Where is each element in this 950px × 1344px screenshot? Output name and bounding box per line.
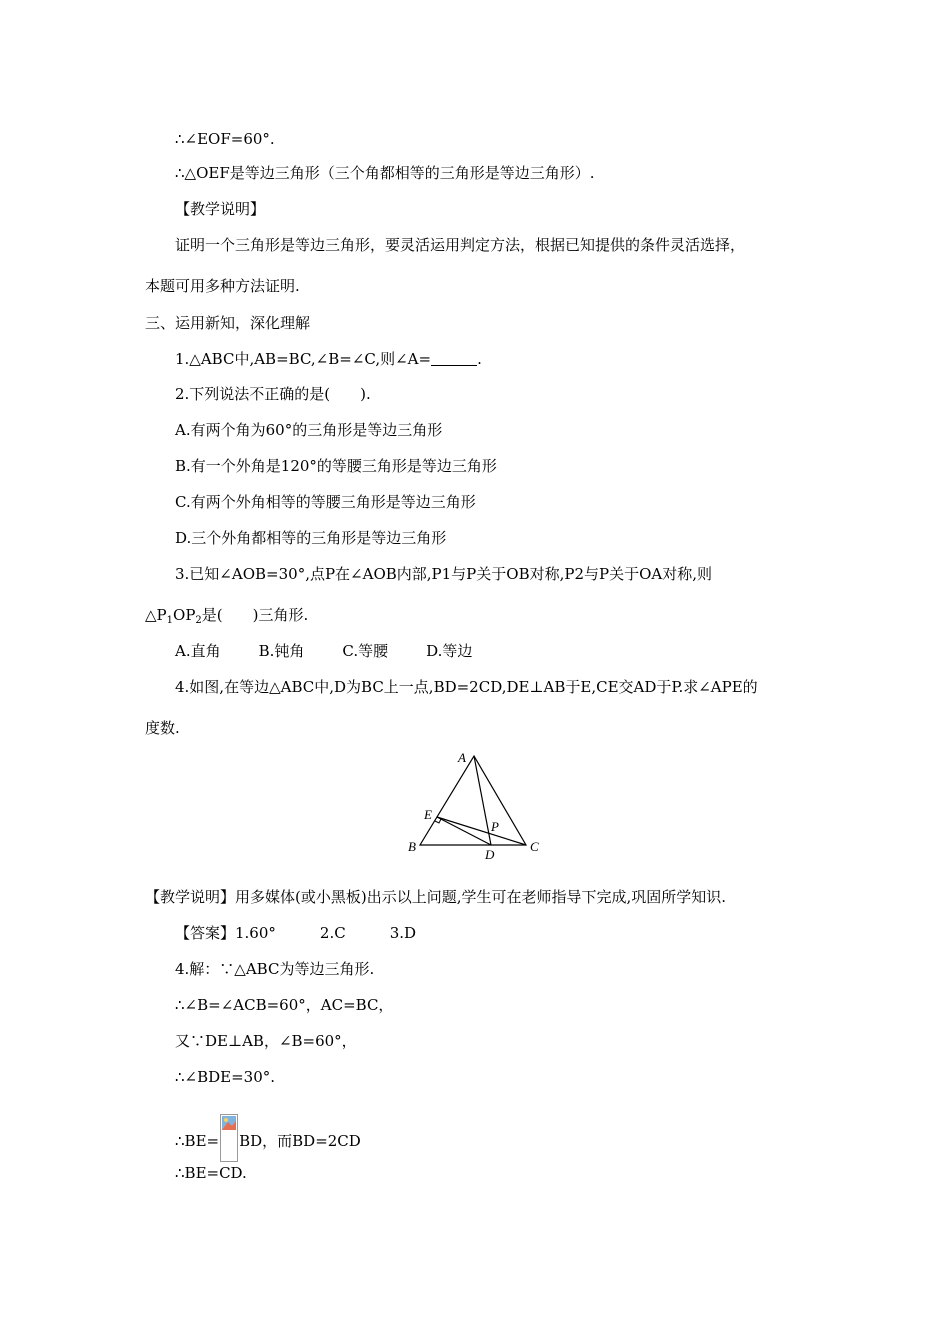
question-1 — [175, 349, 482, 369]
q3-option-b: B.钝角 — [258, 642, 305, 660]
solution-line-5-start: ∴BE= — [175, 1132, 220, 1150]
question-3-options — [175, 641, 472, 661]
q3-option-a: A.直角 — [175, 642, 221, 660]
teaching-note-2: 【教学说明】用多媒体(或小黑板)出示以上问题,学生可在老师指导下完成,巩固所学知识. — [145, 888, 727, 906]
q3-option-c: C.等腰 — [342, 642, 389, 660]
solution-line-4: ∴∠BDE=30°. — [175, 1068, 276, 1086]
teaching-note-text-cont: 本题可用多种方法证明. — [145, 277, 300, 295]
label-a: A — [458, 750, 466, 765]
label-c: C — [530, 839, 539, 854]
question-2-option-c: C.有两个外角相等的等腰三角形是等边三角形 — [175, 493, 476, 511]
answer-3: 3.D — [389, 924, 417, 942]
label-d: D — [485, 847, 495, 862]
solution-line-3: 又∵DE⊥AB，∠B=60°， — [175, 1032, 357, 1050]
q3-triangle-mid: OP — [173, 606, 196, 624]
solution-line-5 — [175, 1114, 361, 1162]
answer-blank — [431, 351, 477, 366]
question-4: 4.如图,在等边△ABC中,D为BC上一点,BD=2CD,DE⊥AB于E,CE交AD于P.求∠APE的 — [175, 678, 758, 696]
label-b: B — [408, 839, 416, 854]
label-e: E — [424, 807, 432, 822]
teaching-note-heading: 【教学说明】 — [175, 200, 266, 218]
q3-subscript-2: 2 — [195, 615, 202, 626]
solution-line-5-end: BD，而BD=2CD — [239, 1132, 361, 1150]
question-2-option-a: A.有两个角为60°的三角形是等边三角形 — [175, 421, 443, 439]
question-1-end: . — [477, 350, 482, 368]
solution-line-2: ∴∠B=∠ACB=60°，AC=BC， — [175, 996, 394, 1014]
question-2: 2.下列说法不正确的是( ). — [175, 385, 371, 403]
solution-line-6: ∴BE=CD. — [175, 1164, 247, 1182]
proof-line-eof: ∴∠EOF=60°. — [175, 130, 275, 148]
question-3-cont — [145, 605, 308, 631]
triangle-figure — [400, 745, 560, 865]
proof-line-oef-equilateral: ∴△OEF是等边三角形（三个角都相等的三角形是等边三角形）. — [175, 164, 595, 182]
broken-image-icon — [220, 1114, 238, 1162]
answer-2: 2.C — [319, 924, 346, 942]
section-heading: 三、运用新知，深化理解 — [145, 314, 311, 332]
q3-triangle-suffix: 是( )三角形. — [201, 606, 309, 624]
question-4-cont: 度数. — [145, 719, 180, 737]
question-2-option-d: D.三个外角都相等的三角形是等边三角形 — [175, 529, 447, 547]
label-p: P — [491, 819, 499, 834]
triangle-abc — [420, 756, 526, 845]
q3-subscript-1: 1 — [166, 615, 174, 626]
q3-option-d: D.等边 — [426, 642, 473, 660]
teaching-note-text: 证明一个三角形是等边三角形，要灵活运用判定方法，根据已知提供的条件灵活选择， — [175, 236, 746, 254]
solution-line-1: 4.解：∵△ABC为等边三角形. — [175, 960, 375, 978]
answer-1: 【答案】1.60° — [175, 924, 276, 942]
question-1-text: 1.△ABC中,AB=BC,∠B=∠C,则∠A= — [175, 350, 432, 368]
answers-line — [175, 923, 416, 943]
question-2-option-b: B.有一个外角是120°的等腰三角形是等边三角形 — [175, 457, 497, 475]
q3-triangle-prefix: △P — [145, 606, 167, 624]
question-3: 3.已知∠AOB=30°,点P在∠AOB内部,P1与P关于OB对称,P2与P关于OA对称,则 — [175, 565, 712, 583]
